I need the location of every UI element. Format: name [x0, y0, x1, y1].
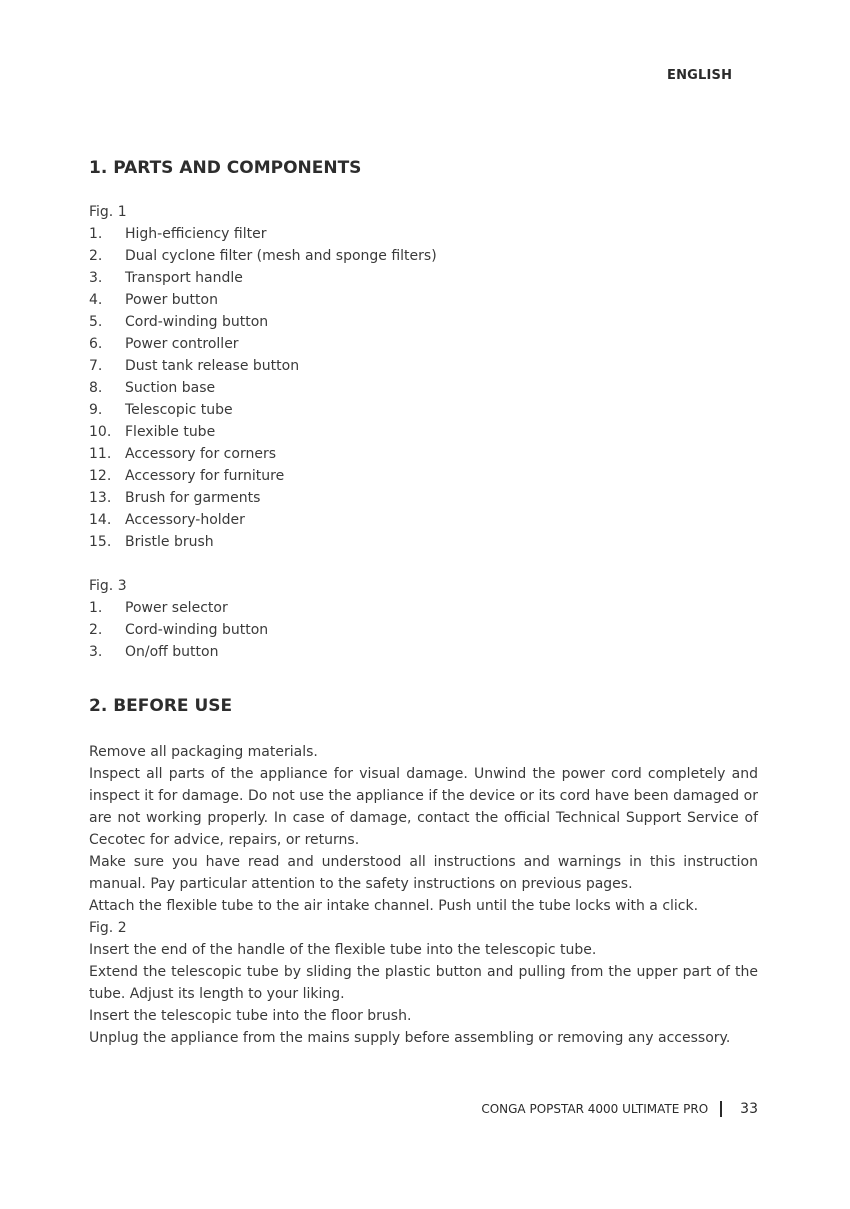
paragraph: Remove all packaging materials. — [89, 744, 318, 760]
list-item: 14. Accessory-holder — [89, 512, 245, 528]
language-label: ENGLISH — [667, 68, 733, 83]
list-item: 15. Bristle brush — [89, 534, 214, 550]
section-title-parts: 1. PARTS AND COMPONENTS — [89, 158, 362, 178]
list-item: 10. Flexible tube — [89, 424, 216, 440]
list-item: 8. Suction base — [89, 380, 216, 396]
list-item: 7. Dust tank release button — [89, 358, 300, 374]
paragraph: Attach the flexible tube to the air intake channel. Push until the tube locks with a click. — [89, 898, 699, 914]
list-item: 5. Cord-winding button — [89, 314, 269, 330]
list-item: 6. Power controller — [89, 336, 239, 352]
paragraph: Insert the end of the handle of the flexible tube into the telescopic tube. — [89, 942, 597, 958]
paragraph: Make sure you have read and understood all instructions and warnings in this instruction manual. Pay particular attention to the safety instructions on previous pages. — [89, 854, 758, 892]
fig3-parts-list — [89, 597, 758, 663]
list-item: 11. Accessory for corners — [89, 446, 276, 462]
list-item: 1. Power selector — [89, 600, 228, 616]
page-number: 33 — [740, 1101, 758, 1117]
page-content — [89, 155, 758, 1049]
footer-divider — [720, 1101, 722, 1117]
page-footer — [481, 1101, 758, 1117]
list-item: 3. On/off button — [89, 644, 219, 660]
paragraph: Extend the telescopic tube by sliding the plastic button and pulling from the upper part of the tube. Adjust its length to your liking. — [89, 964, 758, 1002]
list-item: 2. Dual cyclone filter (mesh and sponge filters) — [89, 248, 437, 264]
list-item: 2. Cord-winding button — [89, 622, 269, 638]
list-item: 12. Accessory for furniture — [89, 468, 285, 484]
fig1-parts-list — [89, 223, 758, 553]
list-item: 4. Power button — [89, 292, 218, 308]
footer-product-name: CONGA POPSTAR 4000 ULTIMATE PRO — [481, 1102, 709, 1116]
paragraph: Fig. 2 — [89, 920, 127, 936]
fig3-label: Fig. 3 — [89, 578, 127, 594]
fig1-label: Fig. 1 — [89, 204, 127, 220]
list-item: 9. Telescopic tube — [89, 402, 233, 418]
list-item: 3. Transport handle — [89, 270, 243, 286]
list-item: 1. High-efficiency filter — [89, 226, 267, 242]
before-use-body — [89, 741, 758, 1049]
list-item: 13. Brush for garments — [89, 490, 261, 506]
paragraph: Inspect all parts of the appliance for visual damage. Unwind the power cord completely and inspect it for damage. Do not use the appliance if the device or its cord have been damaged or are not working properly. In case of damage, contact the official Technical Support Service of Cecotec for advice, repairs, or returns. — [89, 766, 758, 848]
paragraph: Unplug the appliance from the mains supply before assembling or removing any accessory. — [89, 1030, 731, 1046]
section-title-before-use: 2. BEFORE USE — [89, 696, 233, 716]
paragraph: Insert the telescopic tube into the floor brush. — [89, 1008, 412, 1024]
